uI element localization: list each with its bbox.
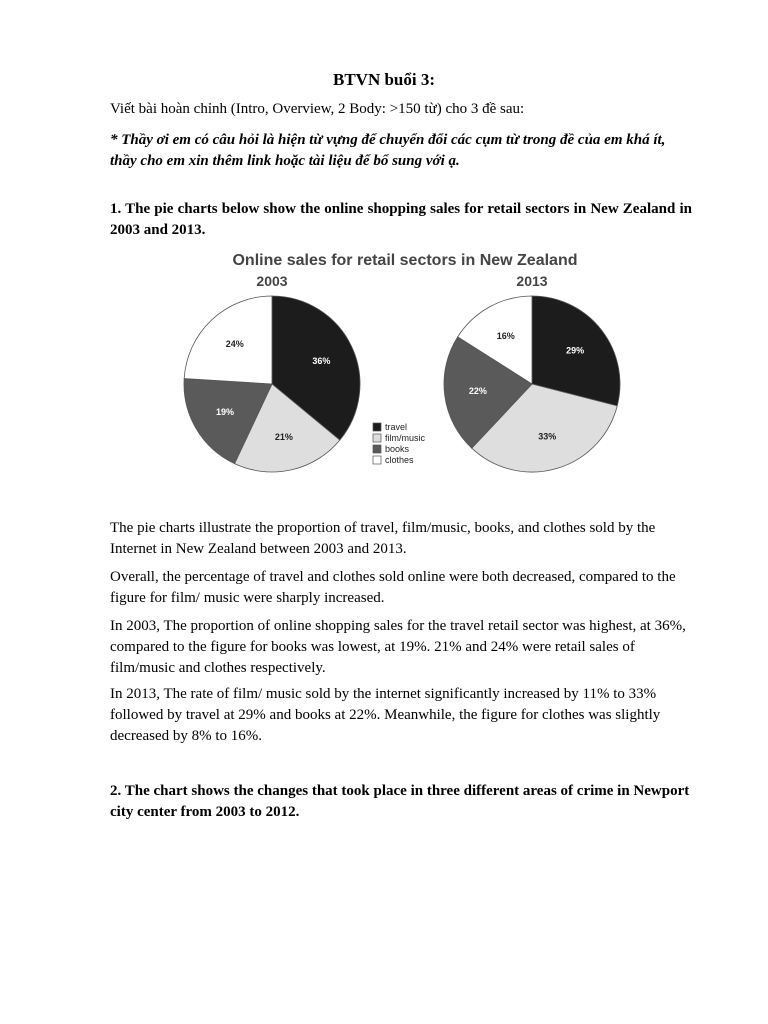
paragraph-body-1: In 2003, The proportion of online shopping sales for the travel retail sector was highest, at 36%, compared to the figure for books was lowest, at 19%. 21% and 24% were retail sales of film/music and clothes respectively. (110, 618, 686, 676)
pie-2013-label-clothes: 16% (496, 331, 515, 342)
instruction-text: Viết bài hoàn chỉnh (Intro, Overview, 2 Body: >150 từ) cho 3 đề sau: (110, 101, 525, 117)
pie-2003-label-travel: 36% (312, 355, 331, 366)
task2-prompt: 2. The chart shows the changes that took place in three different areas of crime in Newport city center from 2003 to 2012. (110, 783, 690, 820)
pie-2003-year-label: 2003 (256, 273, 288, 289)
pie-2003-label-film-music: 21% (274, 432, 293, 443)
legend-label-books: books (385, 444, 410, 454)
pie-chart-svg (170, 244, 640, 484)
legend-label-film-music: film/music (385, 433, 425, 443)
pie-2013-label-books: 22% (468, 385, 487, 396)
chart-title: Online sales for retail sectors in New Zealand (232, 252, 578, 269)
paragraph-body-2: In 2013, The rate of film/ music sold by the internet significantly increased by 11% to 33% followed by travel at 29% and books at 22%. Meanwhile, the figure for clothes was slightly decreased by 8% to 16%. (110, 686, 661, 744)
pie-2003-label-clothes: 24% (225, 339, 244, 350)
document-title: BTVN buổi 3: (332, 70, 436, 89)
paragraph-intro: The pie charts illustrate the proportion of travel, film/music, books, and clothes sold by the Internet in New Zealand between 2003 and 2013. (110, 520, 656, 557)
pie-2003 (184, 296, 360, 472)
legend-label-travel: travel (385, 422, 408, 432)
pie-2013 (444, 296, 620, 472)
student-question: * Thầy ơi em có câu hỏi là hiện từ vựng để chuyển đổi các cụm từ trong đề của em khá ít, thầy cho em xin thêm link hoặc tài liệu để bổ sung với ạ. (110, 132, 666, 169)
chart-legend (373, 422, 425, 465)
pie-2003-label-books: 19% (215, 406, 235, 417)
pie-2013-label-film-music: 33% (538, 431, 557, 442)
pie-2013-label-travel: 29% (566, 345, 585, 356)
legend-swatch-film-music (373, 434, 381, 442)
legend-swatch-travel (373, 423, 381, 431)
pie-2013-year-label: 2013 (516, 273, 548, 289)
legend-label-clothes: clothes (385, 455, 414, 465)
legend-swatch-clothes (373, 456, 381, 464)
legend-swatch-books (373, 445, 381, 453)
task1-prompt: 1. The pie charts below show the online shopping sales for retail sectors in New Zealand in 2003 and 2013. (110, 201, 692, 238)
paragraph-overview: Overall, the percentage of travel and clothes sold online were both decreased, compared to the figure for film/ music were sharply increased. (110, 569, 676, 606)
pie-chart-figure (170, 244, 640, 484)
